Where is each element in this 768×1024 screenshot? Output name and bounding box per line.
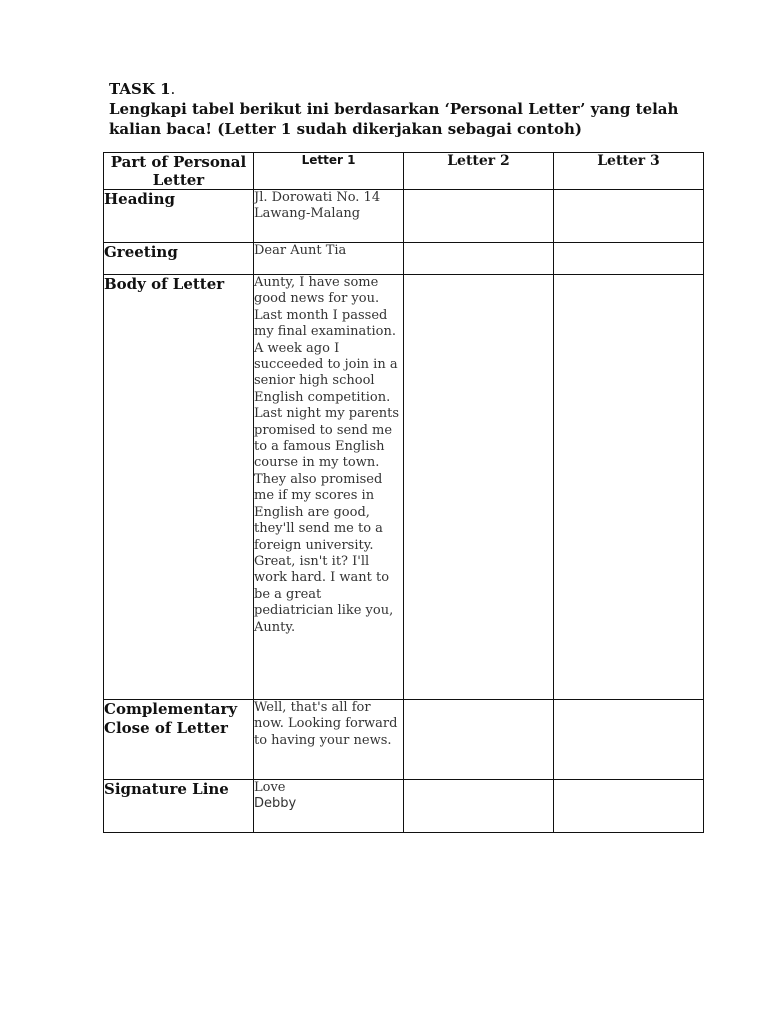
- row-label-body: Body of Letter: [104, 275, 254, 700]
- letter1-close: Well, that's all for now. Looking forward to having your news.: [254, 700, 404, 780]
- letter2-close-cell[interactable]: [404, 700, 554, 780]
- row-label-heading: Heading: [104, 190, 254, 243]
- letter1-signature: [254, 780, 404, 833]
- letter3-heading-cell[interactable]: [554, 190, 704, 243]
- task-title-text: TASK 1: [109, 80, 171, 98]
- letter3-body-cell[interactable]: [554, 275, 704, 700]
- task-instruction: Lengkapi tabel berikut ini berdasarkan ‘Personal Letter’ yang telah kalian baca! (Letter 1 sudah dikerjakan sebagai contoh): [109, 100, 679, 138]
- letter1-signature-line2: Debby: [254, 796, 297, 812]
- row-label-close: Complementary Close of Letter: [104, 700, 254, 780]
- letter1-heading-line1: Jl. Dorowati No. 14: [254, 190, 381, 205]
- table-row-close: [104, 700, 704, 780]
- task-title: [109, 80, 709, 98]
- task-heading: [109, 80, 709, 139]
- letter1-signature-line1: Love: [254, 780, 286, 795]
- letter1-body: Aunty, I have some good news for you. Last month I passed my final examination. A week ago I succeeded to join in a senior high school English competition. Last night my parents promised to send me to a famous English course in my town. They also promised me if my scores in English are good, they'll send me to a foreign university. Great, isn't it? I'll work hard. I want to be a great pediatrician like you, Aunty.: [254, 275, 404, 700]
- row-label-signature: Signature Line: [104, 780, 254, 833]
- letter1-greeting: Dear Aunt Tia: [254, 243, 404, 275]
- letter2-heading-cell[interactable]: [404, 190, 554, 243]
- letter1-heading: [254, 190, 404, 243]
- header-letter-2: Letter 2: [404, 153, 554, 190]
- header-letter-3: Letter 3: [554, 153, 704, 190]
- letter3-signature-cell[interactable]: [554, 780, 704, 833]
- header-letter-1: Letter 1: [254, 153, 404, 190]
- task-title-period: .: [170, 80, 176, 98]
- table-header-row: [104, 153, 704, 190]
- personal-letter-table: [103, 152, 704, 833]
- table-row-body: [104, 275, 704, 700]
- table-row-signature: [104, 780, 704, 833]
- table-row-greeting: [104, 243, 704, 275]
- letter3-greeting-cell[interactable]: [554, 243, 704, 275]
- letter1-heading-line2: Lawang-Malang: [254, 206, 361, 222]
- table-row-heading: [104, 190, 704, 243]
- letter2-greeting-cell[interactable]: [404, 243, 554, 275]
- row-label-greeting: Greeting: [104, 243, 254, 275]
- letter3-close-cell[interactable]: [554, 700, 704, 780]
- letter2-body-cell[interactable]: [404, 275, 554, 700]
- letter2-signature-cell[interactable]: [404, 780, 554, 833]
- header-part: Part of Personal Letter: [104, 153, 254, 190]
